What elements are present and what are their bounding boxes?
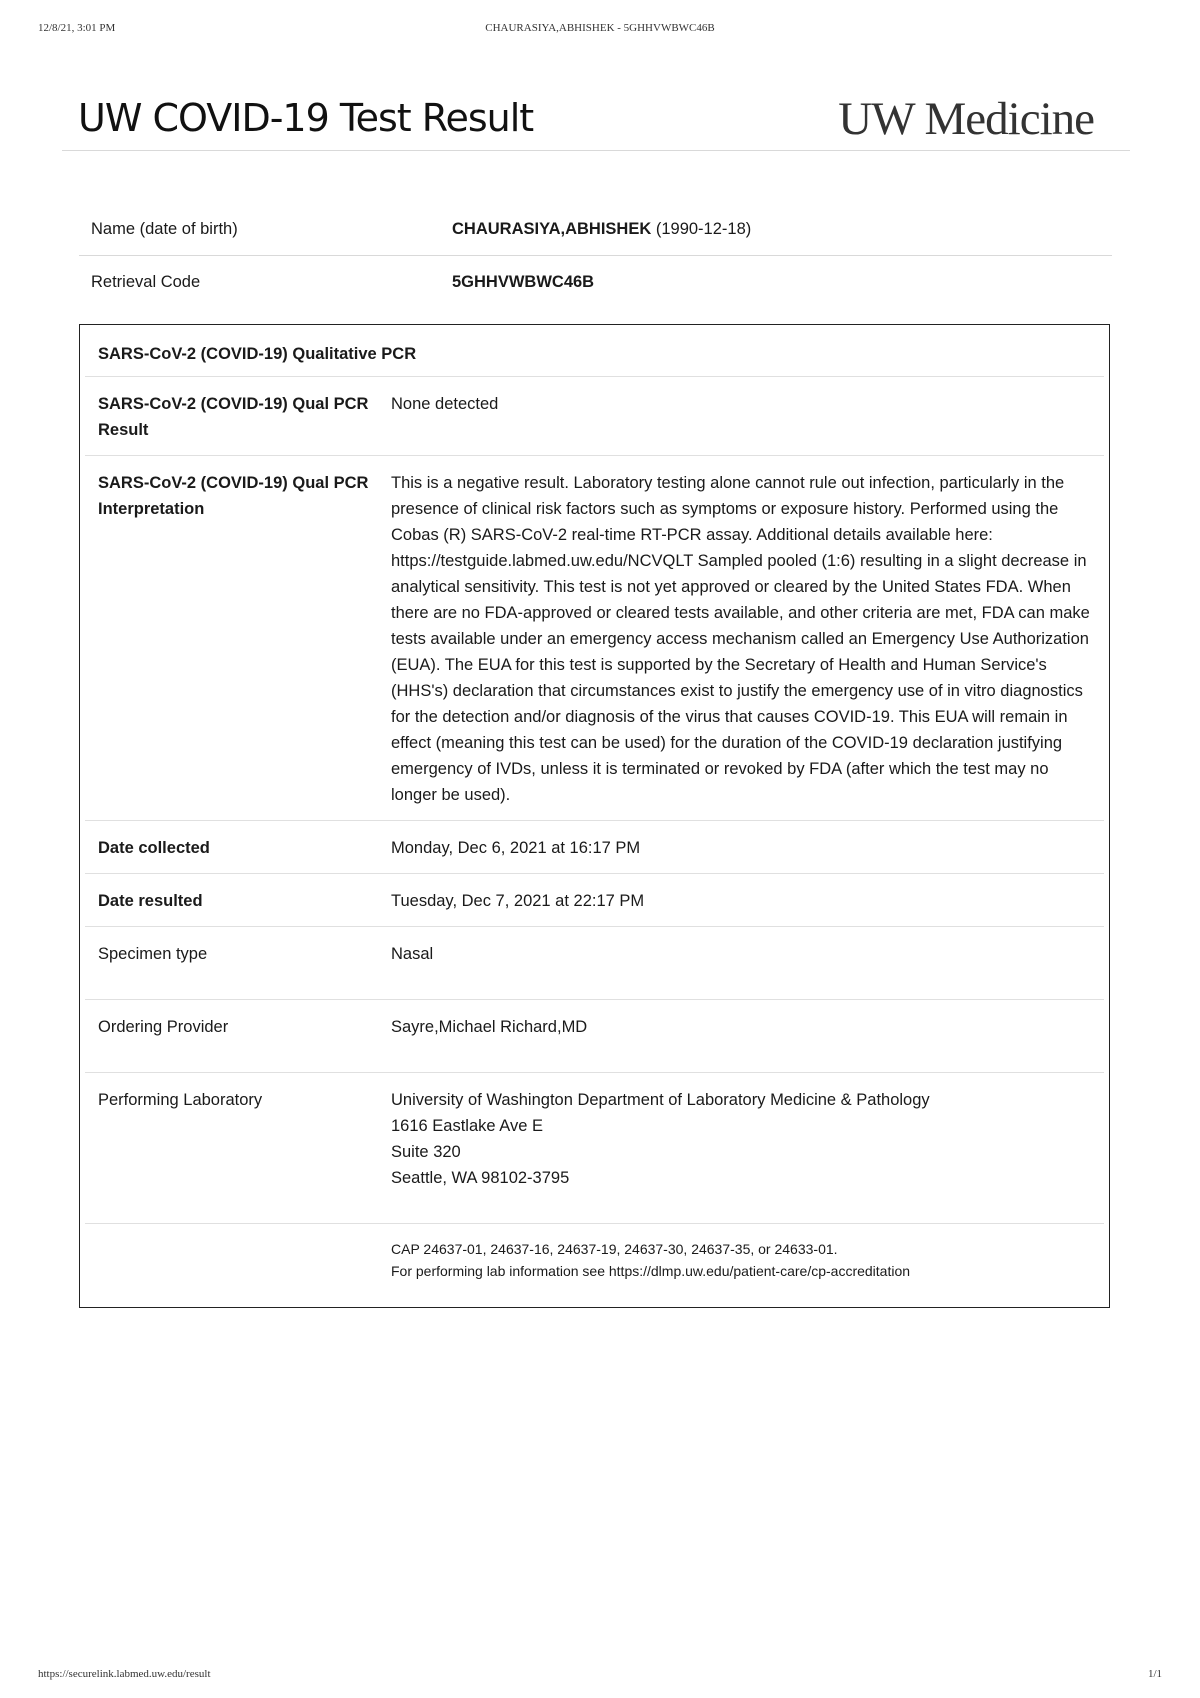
provider-value: Sayre,Michael Richard,MD — [391, 1018, 588, 1036]
lab-city: Seattle, WA 98102-3795 — [391, 1169, 570, 1187]
date-resulted-label: Date resulted — [98, 892, 203, 910]
print-page-number: 1/1 — [1147, 1668, 1162, 1680]
print-url: https://securelink.labmed.uw.edu/result — [38, 1668, 211, 1680]
retrieval-code-value — [452, 273, 594, 292]
date-collected-row — [85, 821, 1104, 874]
date-resulted-value: Tuesday, Dec 7, 2021 at 22:17 PM — [391, 892, 645, 910]
accreditation-label-empty — [85, 1238, 391, 1282]
cap-info: For performing lab information see https://dlmp.uw.edu/patient-care/cp-accreditation — [391, 1263, 911, 1279]
lab-street: 1616 Eastlake Ave E — [391, 1117, 543, 1135]
specimen-label: Specimen type — [98, 945, 208, 963]
patient-name: CHAURASIYA,ABHISHEK — [452, 219, 652, 238]
result-value: None detected — [391, 395, 499, 413]
result-table — [85, 325, 1104, 1294]
print-datetime: 12/8/21, 3:01 PM — [38, 22, 116, 34]
retrieval-code-label: Retrieval Code — [91, 272, 201, 291]
interpretation-label: SARS-CoV-2 (COVID-19) Qual PCR Interpretation — [98, 474, 369, 518]
patient-name-label: Name (date of birth) — [91, 219, 238, 238]
specimen-row — [85, 927, 1104, 1000]
patient-dob: (1990-12-18) — [655, 219, 752, 238]
provider-label: Ordering Provider — [98, 1018, 229, 1036]
patient-info-table — [79, 203, 1112, 308]
print-title: CHAURASIYA,ABHISHEK - 5GHHVWBWC46B — [485, 22, 715, 34]
lab-suite: Suite 320 — [391, 1143, 461, 1161]
provider-row — [85, 1000, 1104, 1073]
page-title: UW COVID-19 Test Result — [78, 96, 534, 140]
uw-medicine-logo: UW Medicine — [838, 93, 1094, 145]
interpretation-row — [85, 456, 1104, 821]
retrieval-code: 5GHHVWBWC46B — [452, 272, 595, 291]
lab-label: Performing Laboratory — [98, 1091, 263, 1109]
accreditation-row — [85, 1224, 1104, 1294]
result-box — [79, 324, 1110, 1308]
retrieval-code-row — [79, 256, 1112, 308]
lab-row — [85, 1073, 1104, 1224]
patient-name-row — [79, 203, 1112, 256]
lab-name: University of Washington Department of Laboratory Medicine & Pathology — [391, 1091, 930, 1109]
specimen-value: Nasal — [391, 945, 434, 963]
date-collected-value: Monday, Dec 6, 2021 at 16:17 PM — [391, 839, 641, 857]
test-section-title: SARS-CoV-2 (COVID-19) Qualitative PCR — [85, 325, 1104, 377]
page-header — [62, 88, 1130, 151]
result-label: SARS-CoV-2 (COVID-19) Qual PCR Result — [98, 395, 369, 439]
cap-line: CAP 24637-01, 24637-16, 24637-19, 24637-30, 24637-35, or 24633-01. — [391, 1241, 838, 1257]
lab-address — [391, 1087, 1104, 1191]
interpretation-value: This is a negative result. Laboratory testing alone cannot rule out infection, particularly in the presence of clinical risk factors such as symptoms or exposure history. Performed using the Cobas (R) SARS-CoV-2 real-time RT-PCR assay. Additional details available here: https://testguide.labmed.uw.edu/NCVQLT Sampled pooled (1:6) resulting in a slight decrease in analytical sensitivity. This test is not yet approved or cleared by the United States FDA. When there are no FDA-approved or cleared tests available, and other criteria are met, FDA can make tests available under an emergency access mechanism called an Emergency Use Authorization (EUA). The EUA for this test is supported by the Secretary of Health and Human Service's (HHS's) declaration that circumstances exist to justify the emergency use of in vitro diagnostics for the detection and/or diagnosis of the virus that causes COVID-19. This EUA will remain in effect (meaning this test can be used) for the duration of the COVID-19 declaration justifying emergency of IVDs, unless it is terminated or revoked by FDA (after which the test may no longer be used). — [391, 474, 1090, 804]
accreditation-text — [391, 1238, 1104, 1282]
date-resulted-row — [85, 874, 1104, 927]
result-row — [85, 377, 1104, 456]
patient-name-value — [452, 220, 751, 239]
date-collected-label: Date collected — [98, 839, 210, 857]
